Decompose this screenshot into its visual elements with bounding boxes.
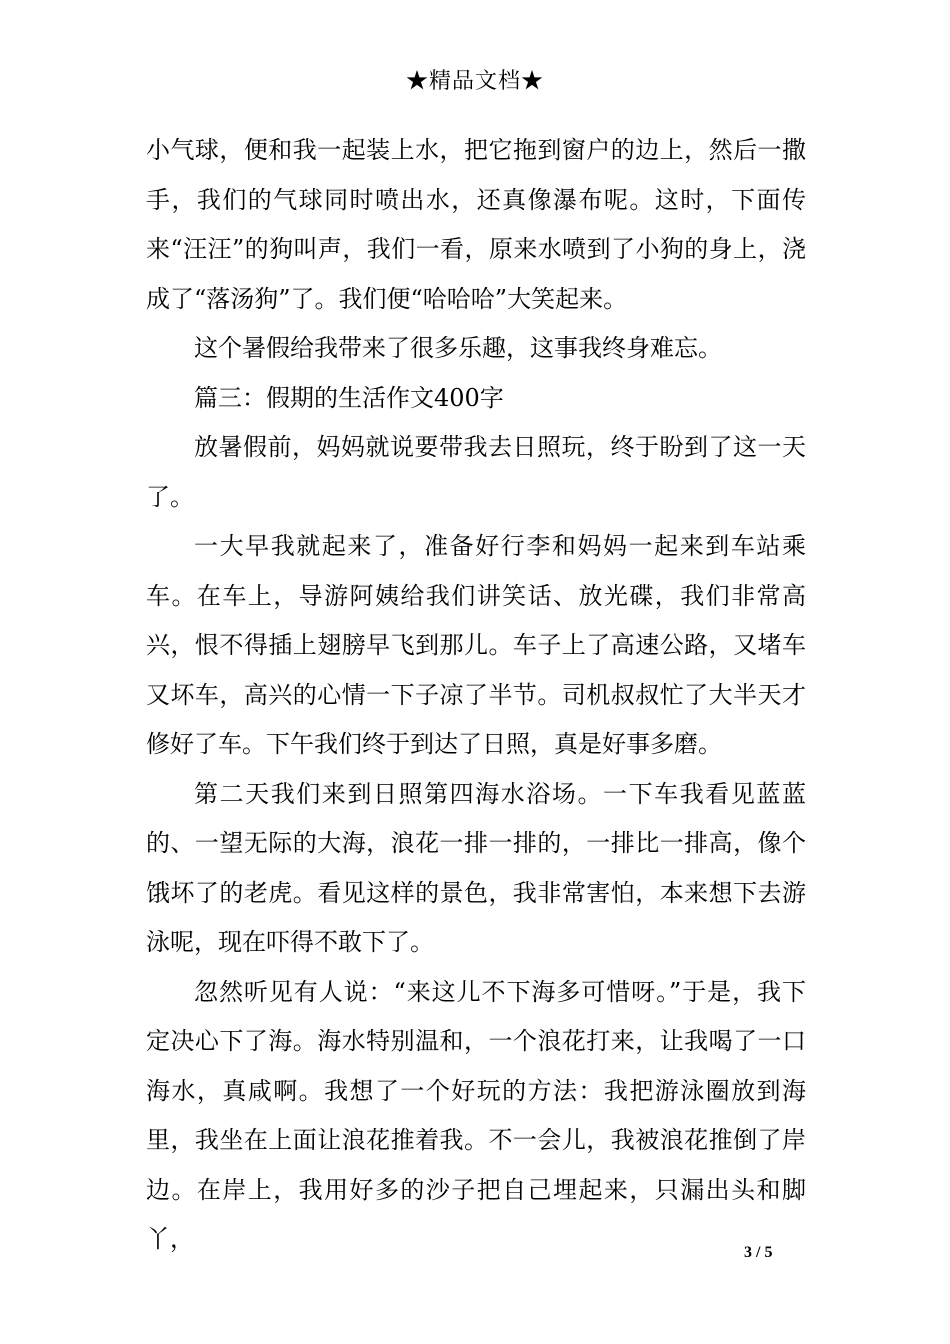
paragraph: 忽然听见有人说：“来这儿不下海多可惜呀。”于是，我下定决心下了海。海水特别温和，一个浪花打来，让我喝了一口海水，真咸啊。我想了一个好玩的方法：我把游泳圈放到海里，我坐在上面让浪花推着我。不一会儿，我被浪花推倒了岸边。在岸上，我用好多的沙子把自己埋起来，只漏出头和脚丫， (146, 977, 806, 1253)
paragraph: 第二天我们来到日照第四海水浴场。一下车我看见蓝蓝的、一望无际的大海，浪花一排一排的，一排比一排高，像个饿坏了的老虎。看见这样的景色，我非常害怕，本来想下去游泳呢，现在吓得不敢下了。 (146, 779, 806, 956)
paragraph: 一大早我就起来了，准备好行李和妈妈一起来到车站乘车。在车上，导游阿姨给我们讲笑话、放光碟，我们非常高兴，恨不得插上翅膀早飞到那儿。车子上了高速公路，又堵车又坏车，高兴的心情一下子凉了半节。司机叔叔忙了大半天才修好了车。下午我们终于到达了日照，真是好事多磨。 (146, 532, 806, 758)
section-heading: 篇三：假期的生活作文400字 (194, 383, 504, 412)
paragraph: 小气球，便和我一起装上水，把它拖到窗户的边上，然后一撒手，我们的气球同时喷出水，还真像瀑布呢。这时，下面传来“汪汪”的狗叫声，我们一看，原来水喷到了小狗的身上，浇成了“落汤狗”了。我们便“哈哈哈”大笑起来。 (146, 136, 806, 313)
paragraph: 放暑假前，妈妈就说要带我去日照玩，终于盼到了这一天了。 (146, 433, 806, 511)
page-number: 3 / 5 (744, 1244, 773, 1261)
article-body (146, 126, 806, 1265)
page-header-title: ★精品文档★ (405, 69, 544, 94)
paragraph: 这个暑假给我带来了很多乐趣，这事我终身难忘。 (194, 334, 722, 362)
